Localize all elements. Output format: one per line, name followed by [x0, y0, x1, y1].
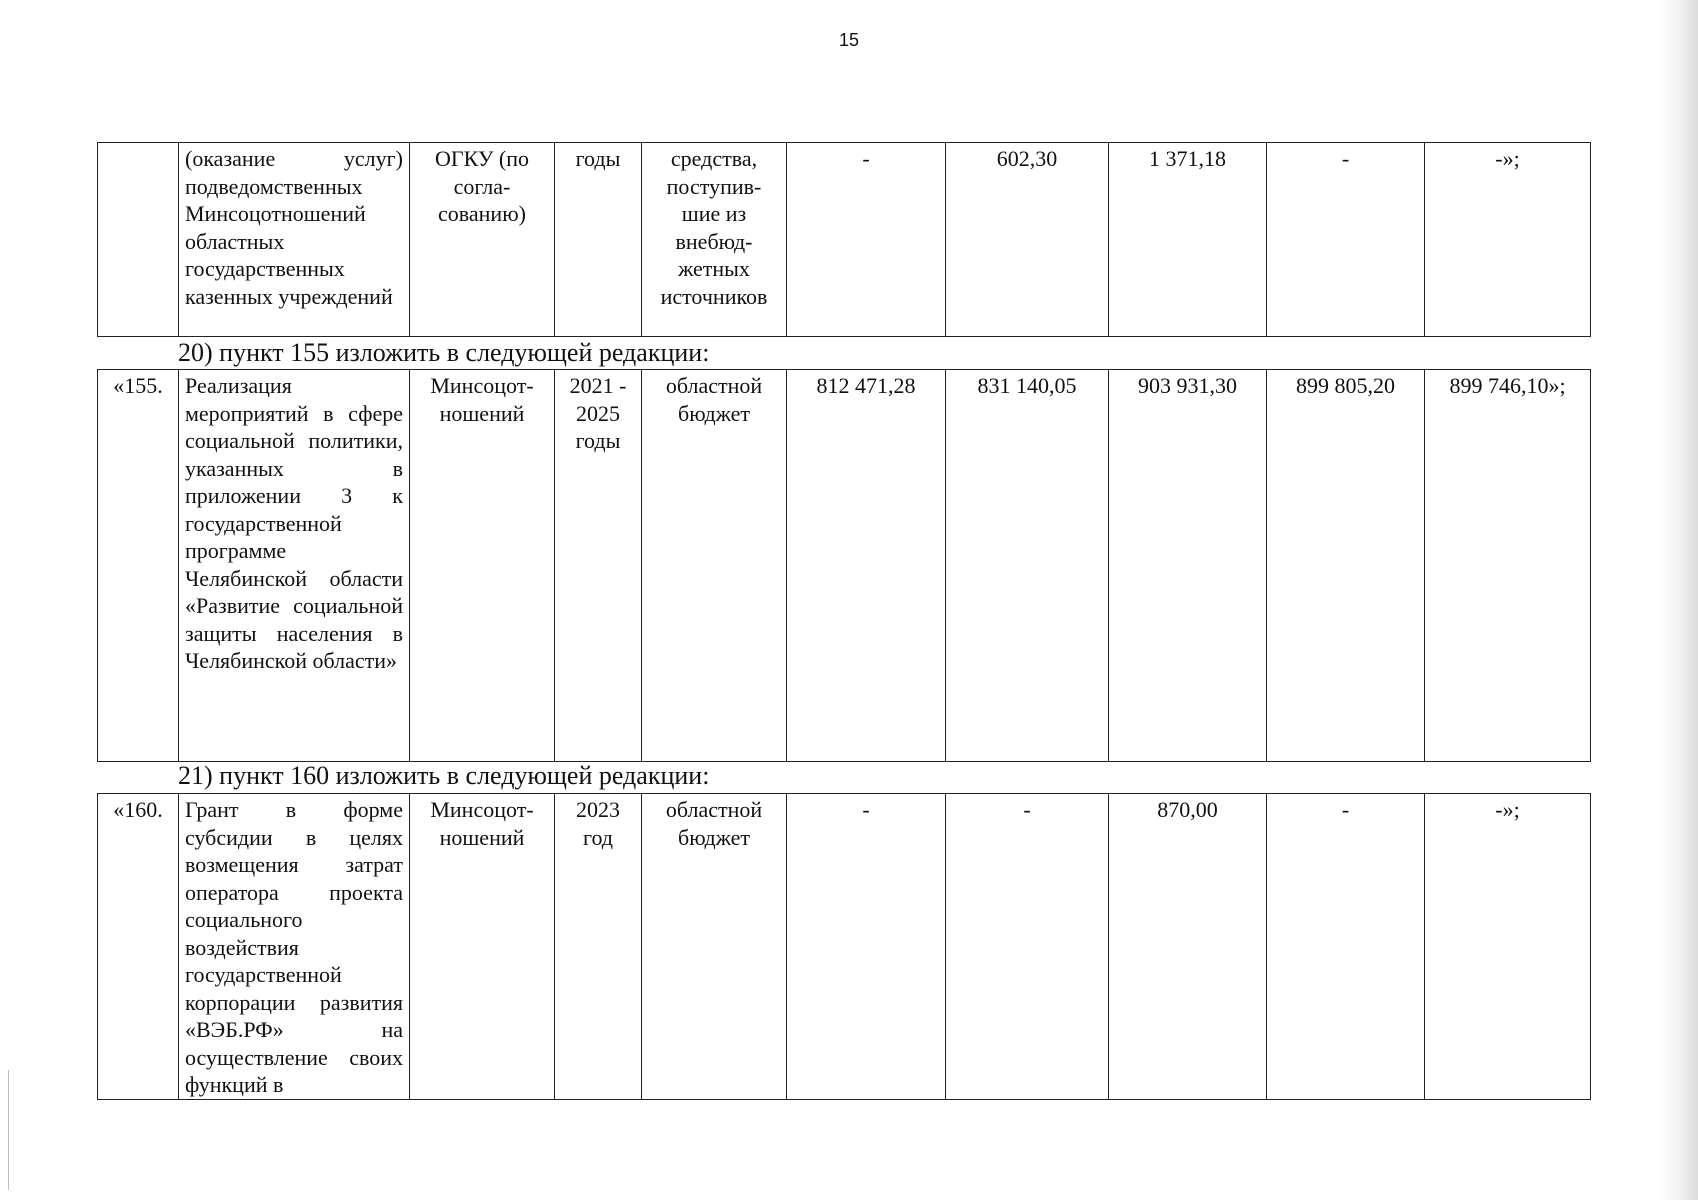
heading-point-160: 21) пункт 160 изложить в следующей редакции:	[178, 761, 710, 790]
cell-number: «155.	[98, 370, 179, 762]
cell-executor: Минсоцот-ношений	[410, 794, 555, 1100]
cell-value-1: -	[787, 143, 946, 337]
table-point-160	[97, 793, 1591, 1100]
table-row	[98, 794, 1591, 1100]
cell-value-4: -	[1267, 794, 1425, 1100]
heading-point-155: 20) пункт 155 изложить в следующей редакции:	[178, 338, 710, 367]
cell-value-2: -	[946, 794, 1109, 1100]
cell-value-5: 899 746,10»;	[1425, 370, 1591, 762]
table-row	[98, 143, 1591, 337]
cell-value-2: 831 140,05	[946, 370, 1109, 762]
table-point-155	[97, 369, 1591, 762]
cell-source: средства, поступив-шие из внебюд-жетных источников	[642, 143, 787, 337]
cell-value-4: -	[1267, 143, 1425, 337]
cell-number: «160.	[98, 794, 179, 1100]
cell-value-5: -»;	[1425, 794, 1591, 1100]
cell-executor: ОГКУ (по согла-сованию)	[410, 143, 555, 337]
cell-value-3: 1 371,18	[1109, 143, 1267, 337]
cell-name: Грант в форме субсидии в целях возмещения затрат оператора проекта социального воздействия государственной корпорации развития «ВЭБ.РФ» на осуществление своих функций в	[179, 794, 410, 1100]
cell-value-4: 899 805,20	[1267, 370, 1425, 762]
scan-margin-line	[8, 1070, 9, 1190]
cell-value-1: -	[787, 794, 946, 1100]
cell-value-3: 903 931,30	[1109, 370, 1267, 762]
cell-name: Реализация мероприятий в сфере социальной политики, указанных в приложении 3 к государственной программе Челябинской области «Развитие социальной защиты населения в Челябинской области»	[179, 370, 410, 762]
scan-edge-shadow	[1660, 0, 1698, 1200]
table-continued-row	[97, 142, 1591, 337]
cell-source: областной бюджет	[642, 370, 787, 762]
cell-value-2: 602,30	[946, 143, 1109, 337]
cell-executor: Минсоцот-ношений	[410, 370, 555, 762]
cell-value-1: 812 471,28	[787, 370, 946, 762]
cell-name: (оказание услуг) подведомственных Минсоцотношений областных государственных казенных учреждений	[179, 143, 410, 337]
cell-period: 2021 - 2025 годы	[555, 370, 642, 762]
cell-value-3: 870,00	[1109, 794, 1267, 1100]
cell-value-5: -»;	[1425, 143, 1591, 337]
cell-source: областной бюджет	[642, 794, 787, 1100]
page-number: 15	[838, 30, 860, 50]
cell-period: годы	[555, 143, 642, 337]
cell-period: 2023 год	[555, 794, 642, 1100]
table-row	[98, 370, 1591, 762]
cell-number	[98, 143, 179, 337]
